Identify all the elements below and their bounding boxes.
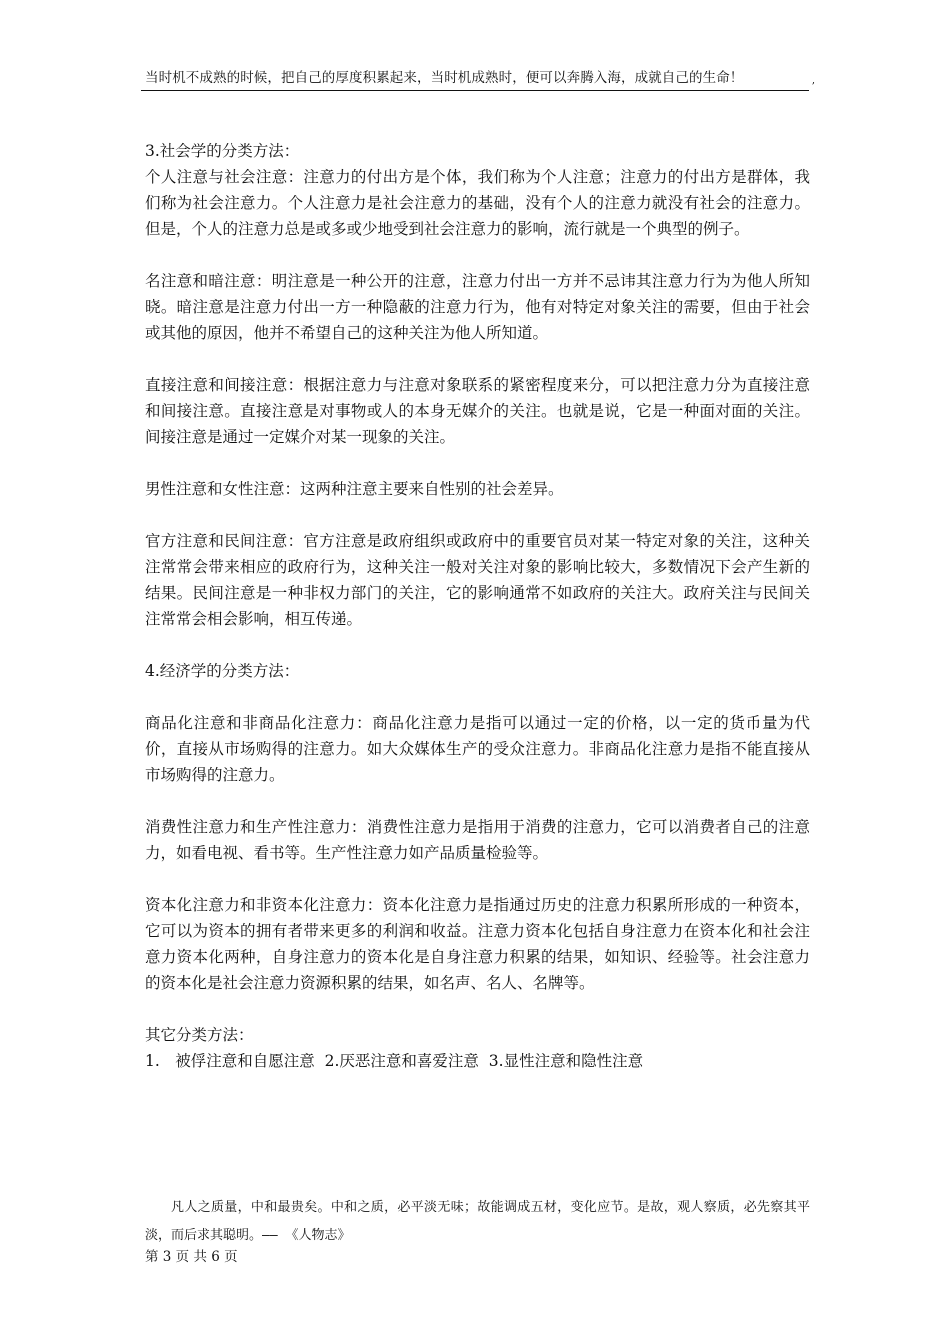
section-heading-sociology: 3.社会学的分类方法： xyxy=(145,142,300,160)
page-number: 第 3 页 共 6 页 xyxy=(145,1249,238,1265)
header-mark: , xyxy=(811,75,815,86)
paragraph-spacer xyxy=(145,788,810,814)
section-heading-other: 其它分类方法： xyxy=(145,1026,254,1044)
paragraph-official-folk: 官方注意和民间注意：官方注意是政府组织或政府中的重要官员对某一特定对象的关注，这种关注常常会带来相应的政府行为，这种关注一般对关注对象的影响比较大，多数情况下会产生新的结果。民间注意是一种非权力部门的关注，它的影响通常不如政府的关注大。政府关注与民间关注常常会相会影响，相互传递。 xyxy=(145,532,810,628)
paragraph-male-female: 男性注意和女性注意：这两种注意主要来自性别的社会差异。 xyxy=(145,480,564,498)
other-methods-list: 1. 被俘注意和自愿注意 2.厌恶注意和喜爱注意 3.显性注意和隐性注意 xyxy=(145,1052,644,1070)
paragraph-individual-social: 个人注意与社会注意：注意力的付出方是个体，我们称为个人注意；注意力的付出方是群体，我们称为社会注意力。个人注意力是社会注意力的基础，没有个人的注意力就没有社会的注意力。但是，个人的注意力总是或多或少地受到社会注意力的影响，流行就是一个典型的例子。 xyxy=(145,168,810,238)
paragraph-spacer xyxy=(145,242,810,268)
paragraph-commodified: 商品化注意和非商品化注意力：商品化注意力是指可以通过一定的价格，以一定的货币量为代价，直接从市场购得的注意力。如大众媒体生产的受众注意力。非商品化注意力是指不能直接从市场购得的注意力。 xyxy=(145,714,810,784)
section-heading-economics: 4.经济学的分类方法： xyxy=(145,662,300,680)
paragraph-spacer xyxy=(145,502,810,528)
paragraph-overt-covert: 名注意和暗注意：明注意是一种公开的注意，注意力付出一方并不忌讳其注意力行为为他人所知晓。暗注意是注意力付出一方一种隐蔽的注意力行为，他有对特定对象关注的需要，但由于社会或其他的原因，他并不希望自己的这种关注为他人所知道。 xyxy=(145,272,810,342)
document-body xyxy=(145,138,810,1074)
paragraph-spacer xyxy=(145,996,810,1022)
header-motto: 当时机不成熟的时候，把自己的厚度积累起来，当时机成熟时，便可以奔腾入海，成就自己的生命！ xyxy=(145,70,744,86)
paragraph-direct-indirect: 直接注意和间接注意：根据注意力与注意对象联系的紧密程度来分，可以把注意力分为直接注意和间接注意。直接注意是对事物或人的本身无媒介的关注。也就是说，它是一种面对面的关注。间接注意是通过一定媒介对某一现象的关注。 xyxy=(145,376,810,446)
footer-quote-block xyxy=(145,1194,810,1250)
paragraph-spacer xyxy=(145,684,810,710)
page-header xyxy=(141,70,815,91)
paragraph-spacer xyxy=(145,866,810,892)
paragraph-spacer xyxy=(145,632,810,658)
paragraph-capitalized: 资本化注意力和非资本化注意力：资本化注意力是指通过历史的注意力积累所形成的一种资本，它可以为资本的拥有者带来更多的利润和收益。注意力资本化包括自身注意力在资本化和社会注意力资本化两种，自身注意力的资本化是自身注意力积累的结果，如知识、经验等。社会注意力的资本化是社会注意力资源积累的结果，如名声、名人、名牌等。 xyxy=(145,896,810,992)
paragraph-spacer xyxy=(145,450,810,476)
paragraph-spacer xyxy=(145,346,810,372)
paragraph-consumptive-productive: 消费性注意力和生产性注意力：消费性注意力是指用于消费的注意力，它可以消费者自己的注意力，如看电视、看书等。生产性注意力如产品质量检验等。 xyxy=(145,818,810,862)
footer-quote: 凡人之质量，中和最贵矣。中和之质，必平淡无味；故能调成五材，变化应节。是故，观人察质，必先察其平淡，而后求其聪明。—— 《人物志》 xyxy=(145,1200,810,1243)
